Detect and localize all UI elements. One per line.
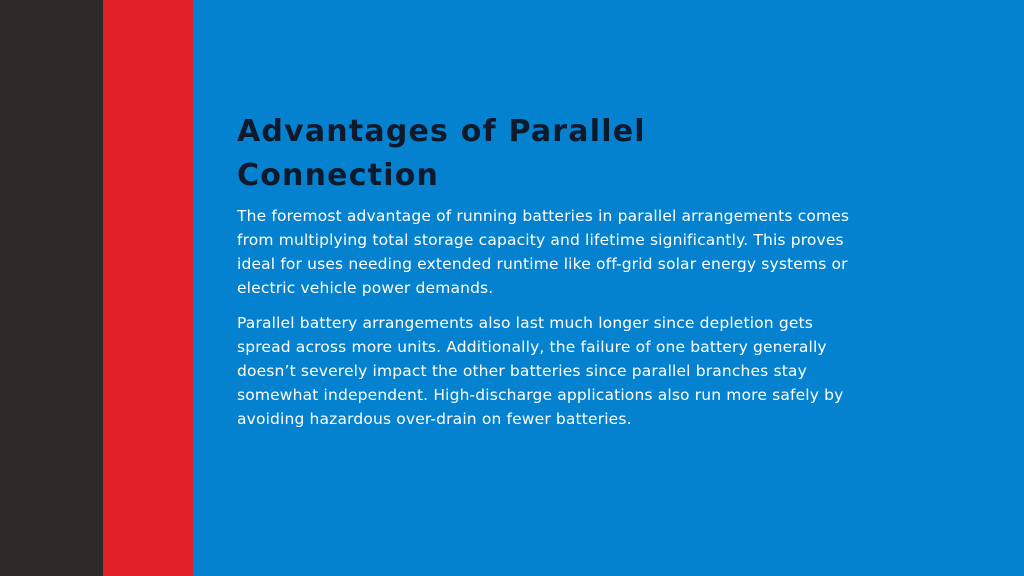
- body-paragraph-2: Parallel battery arrangements also last much longer since depletion gets spread across more units. Additionally, the failure of one battery generally doesn’t severely impact the other batteries since parallel branches stay somewhat independent. High-discharge applications also run more safely by avoiding hazardous over-drain on fewer batteries.: [237, 314, 844, 428]
- body-paragraph-1: The foremost advantage of running batteries in parallel arrangements comes from multiplying total storage capacity and lifetime significantly. This proves ideal for uses needing extended runtime like off-grid solar energy systems or electric vehicle power demands.: [237, 207, 850, 297]
- slide-title: Advantages of Parallel Connection: [237, 114, 646, 193]
- slide-content: [237, 110, 877, 431]
- decorative-red-band: [103, 0, 193, 576]
- decorative-dark-band: [0, 0, 103, 576]
